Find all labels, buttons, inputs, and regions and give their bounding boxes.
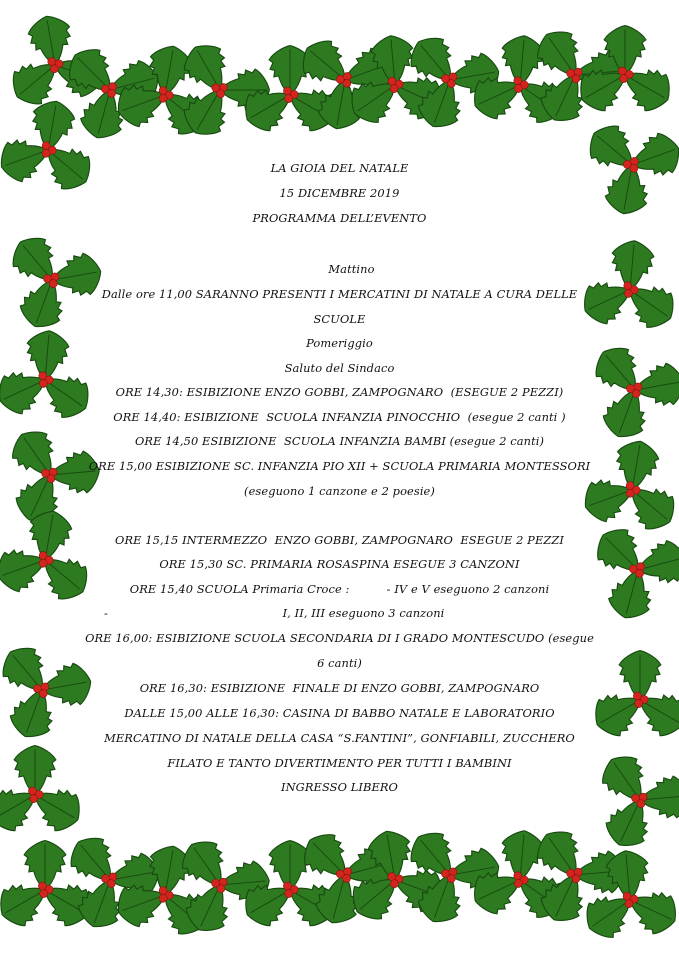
- afternoon-heading: Pomeriggio: [306, 336, 373, 350]
- free-entry: INGRESSO LIBERO: [281, 780, 398, 794]
- program-item: FILATO E TANTO DIVERTIMENTO PER TUTTI I BAMBINI: [167, 756, 512, 770]
- program-item: ORE 14,30: ESIBIZIONE ENZO GOBBI, ZAMPOGNARO (ESEGUE 2 PEZZI): [115, 385, 564, 399]
- program-item: MERCATINO DI NATALE DELLA CASA “S.FANTINI”, GONFIABILI, ZUCCHERO: [104, 731, 575, 745]
- morning-line: SCUOLE: [313, 312, 366, 326]
- program-item: ORE 15,40 SCUOLA Primaria Croce : - IV e V eseguono 2 canzoni: [129, 582, 550, 596]
- program-item: ORE 15,15 INTERMEZZO ENZO GOBBI, ZAMPOGNARO ESEGUE 2 PEZZI: [115, 533, 564, 547]
- morning-heading: Mattino: [328, 262, 375, 276]
- list-dash: -: [104, 606, 108, 620]
- morning-line: Dalle ore 11,00 SARANNO PRESENTI I MERCATINI DI NATALE A CURA DELLE: [101, 287, 578, 301]
- program-item: ORE 15,30 SC. PRIMARIA ROSASPINA ESEGUE 3 CANZONI: [159, 557, 520, 571]
- program-item: (eseguono 1 canzone e 2 poesie): [244, 484, 435, 498]
- program-item: ORE 16,30: ESIBIZIONE FINALE DI ENZO GOBBI, ZAMPOGNARO: [139, 681, 540, 695]
- program-item: ORE 14,50 ESIBIZIONE SCUOLA INFANZIA BAMBI (esegue 2 canti): [134, 434, 545, 448]
- program-item: 6 canti): [317, 656, 362, 670]
- event-title: LA GIOIA DEL NATALE: [270, 161, 409, 175]
- event-date: 15 DICEMBRE 2019: [279, 186, 400, 200]
- program-item: ORE 16,00: ESIBIZIONE SCUOLA SECONDARIA DI I GRADO MONTESCUDO (esegue: [85, 631, 594, 645]
- program-item: ORE 14,40: ESIBIZIONE SCUOLA INFANZIA PINOCCHIO (esegue 2 canti ): [113, 410, 566, 424]
- program-heading: PROGRAMMA DELL’EVENTO: [252, 211, 427, 225]
- program-item: DALLE 15,00 ALLE 16,30: CASINA DI BABBO NATALE E LABORATORIO: [124, 706, 555, 720]
- program-item: ORE 15,00 ESIBIZIONE SC. INFANZIA PIO XII + SCUOLA PRIMARIA MONTESSORI: [88, 459, 591, 473]
- program-sub-item: I, II, III eseguono 3 canzoni: [282, 606, 445, 620]
- mayor-greeting: Saluto del Sindaco: [284, 361, 395, 375]
